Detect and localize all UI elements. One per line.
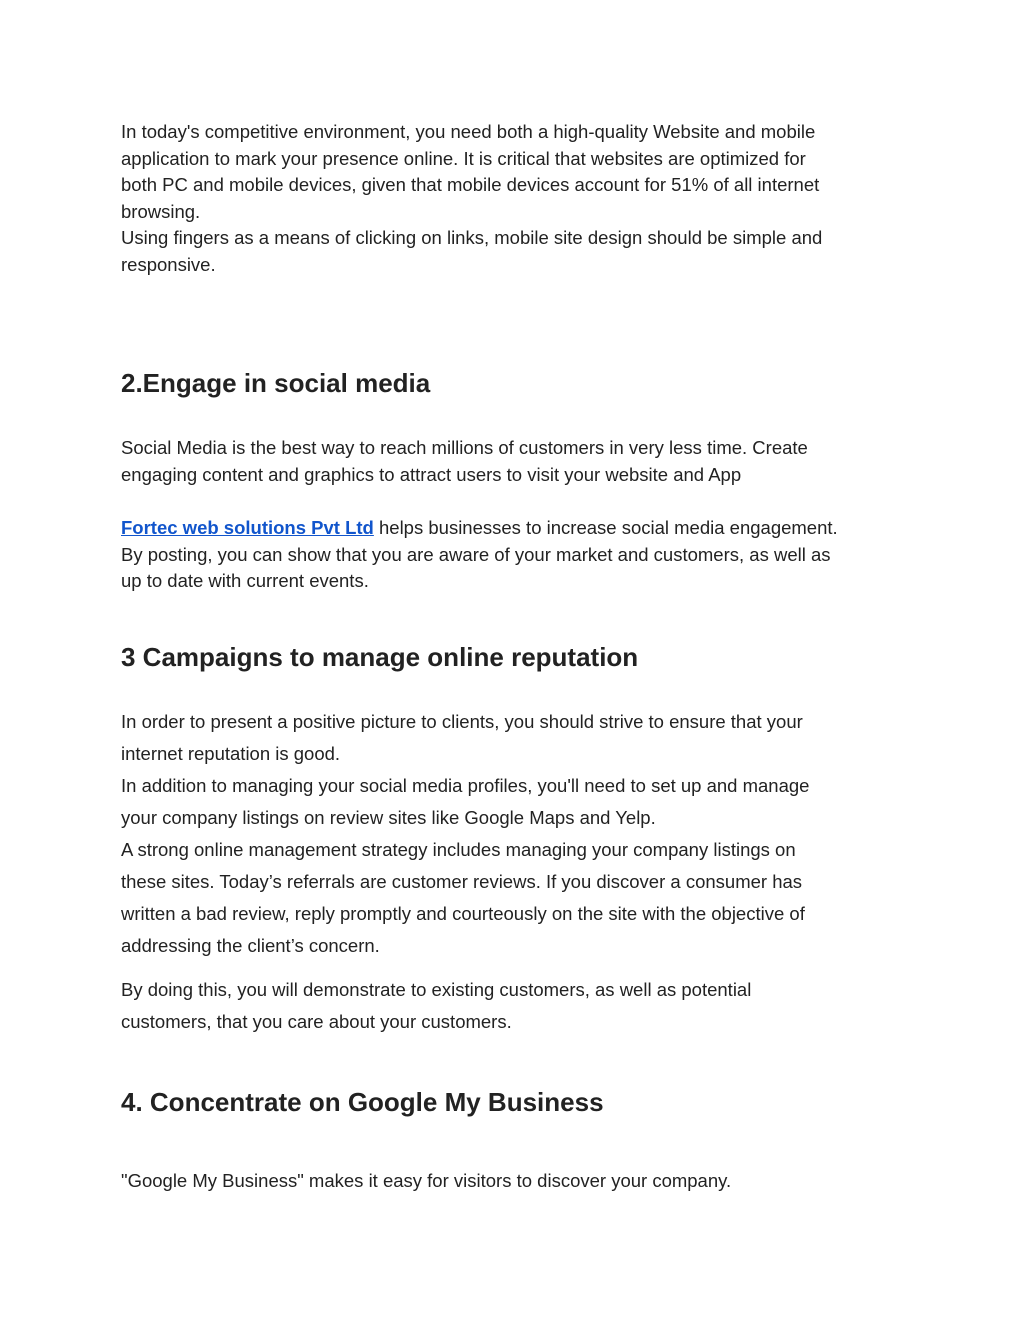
section3-paragraph2 — [121, 974, 911, 1038]
section2-paragraph1 — [121, 435, 911, 488]
section3-line: In order to present a positive picture to clients, you should strive to ensure that your — [121, 711, 803, 732]
section3-paragraph1 — [121, 706, 911, 962]
section3-line: internet reputation is good. — [121, 743, 341, 764]
section3-line: customers, that you care about your customers. — [121, 1011, 512, 1032]
section2-heading: 2.Engage in social media — [121, 368, 431, 398]
intro-line: In today's competitive environment, you need both a high-quality Website and mobile — [121, 121, 816, 142]
section4-heading: 4. Concentrate on Google My Business — [121, 1087, 604, 1117]
intro-line: application to mark your presence online. It is critical that websites are optimized for — [121, 147, 806, 169]
section3-line: By doing this, you will demonstrate to existing customers, as well as potential — [121, 979, 752, 1000]
section3-line: these sites. Today’s referrals are customer reviews. If you discover a consumer has — [121, 871, 803, 892]
section3-line: In addition to managing your social media profiles, you'll need to set up and manage — [121, 775, 810, 796]
section3-heading: 3 Campaigns to manage online reputation — [121, 642, 639, 672]
section3-line: A strong online management strategy includes managing your company listings on — [121, 839, 796, 860]
section3-line: written a bad review, reply promptly and courteously on the site with the objective of — [121, 903, 805, 924]
section2-paragraph2 — [121, 515, 911, 595]
section2-line-rest: helps businesses to increase social media engagement. — [373, 517, 838, 538]
section2-line-with-link — [121, 515, 911, 542]
section2-line: By posting, you can show that you are aware of your market and customers, as well as — [121, 543, 831, 565]
intro-line: both PC and mobile devices, given that mobile devices account for 51% of all internet — [121, 174, 820, 195]
section2-line: engaging content and graphics to attract users to visit your website and App — [121, 463, 742, 485]
section4-paragraph1 — [121, 1168, 911, 1195]
section4-line: "Google My Business" makes it easy for visitors to discover your company. — [121, 1170, 732, 1191]
section2-line: up to date with current events. — [121, 570, 369, 591]
intro-line: browsing. — [121, 200, 201, 222]
intro-line: Using fingers as a means of clicking on links, mobile site design should be simple and — [121, 227, 823, 248]
intro-line: responsive. — [121, 253, 216, 275]
section2-line: Social Media is the best way to reach millions of customers in very less time. Create — [121, 437, 808, 458]
intro-paragraph — [121, 119, 911, 278]
section3-line: addressing the client’s concern. — [121, 935, 380, 956]
section3-line: your company listings on review sites like Google Maps and Yelp. — [121, 807, 656, 828]
fortec-link[interactable]: Fortec web solutions Pvt Ltd — [121, 517, 374, 538]
